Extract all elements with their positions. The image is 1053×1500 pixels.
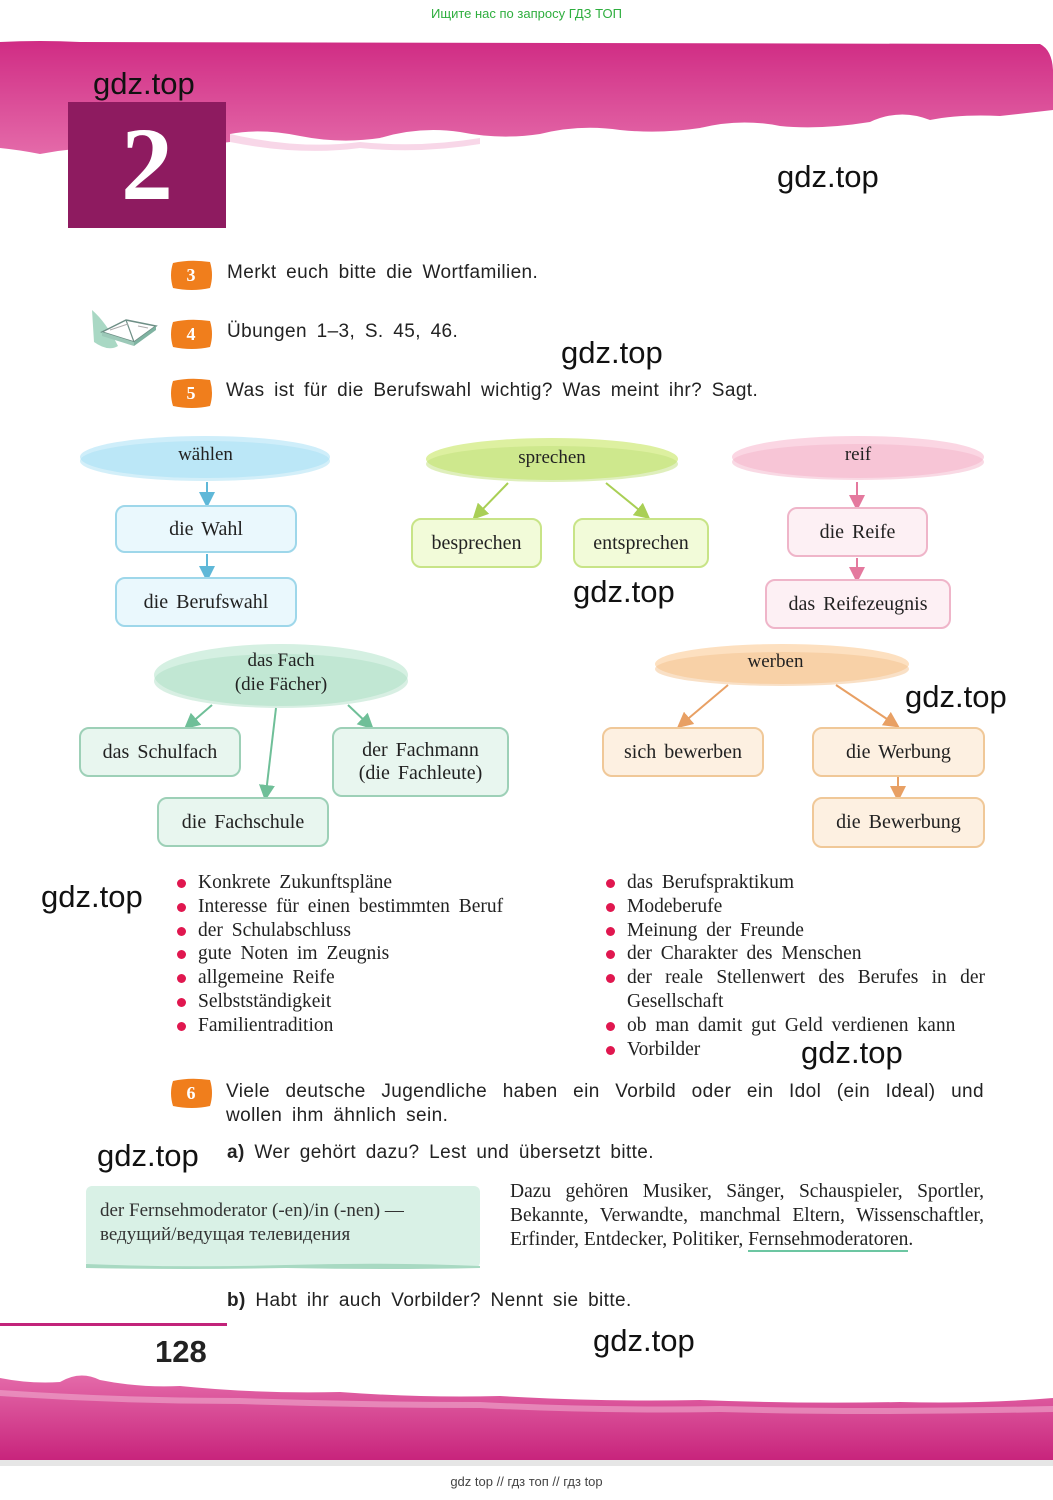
watermark: gdz.top [561, 335, 663, 370]
subtask-a-label: a) [227, 1142, 245, 1163]
list-item: der Schulabschluss [174, 919, 564, 943]
root-das-fach: das Fach [247, 650, 315, 671]
subtask-b-text: Habt ihr auch Vorbilder? Nennt sie bitte. [255, 1290, 632, 1311]
subtask-a-text: Wer gehört dazu? Lest und übersetzt bitte. [254, 1142, 654, 1163]
root-werben: werben [747, 651, 804, 672]
bullet-list-left [174, 871, 564, 1038]
bullet-list-right [603, 871, 985, 1061]
task-badge-3: 3 [170, 259, 212, 291]
vocabulary-box [86, 1186, 480, 1268]
task-3-text: Merkt euch bitte die Wortfamilien. [227, 262, 539, 283]
answer-text: Dazu gehören Musiker, Sänger, Schauspieler, Sportler, Bekannte, Verwandte, manchmal Eltern, Wissenschaftler, Erfinder, Entdecker, Politiker, [510, 1181, 984, 1250]
word-besprechen: besprechen [411, 518, 542, 568]
vocab-russian: ведущий/ведущая телевидения [100, 1224, 351, 1245]
watermark: gdz.top [97, 1138, 199, 1173]
task-badge-4: 4 [170, 318, 212, 350]
top-search-note: Ищите нас по запросу ГДЗ ТОП [431, 6, 622, 21]
list-item: Meinung der Freunde [603, 919, 985, 943]
answer-period: . [908, 1229, 914, 1250]
watermark: gdz.top [41, 879, 143, 914]
word-der-fachmann [332, 727, 509, 797]
word-die-fachschule: die Fachschule [157, 797, 329, 847]
task-6-text: Viele deutsche Jugendliche haben ein Vorbild oder ein Idol (ein Ideal) und wollen ihm ähnlich sein. [226, 1081, 984, 1126]
list-item: das Berufspraktikum [603, 871, 985, 895]
list-item: Interesse für einen bestimmten Beruf [174, 895, 564, 919]
word-entsprechen: entsprechen [573, 518, 709, 568]
word-die-berufswahl: die Berufswahl [115, 577, 297, 627]
subtask-b [227, 1290, 632, 1312]
root-die-faecher: (die Fächer) [234, 674, 328, 695]
subtask-b-label: b) [227, 1290, 246, 1311]
list-item: der Charakter des Menschen [603, 942, 985, 966]
root-reif: reif [844, 444, 872, 465]
root-waehlen: wählen [178, 444, 233, 465]
list-item: ob man damit gut Geld verdienen kann [603, 1014, 985, 1038]
watermark: gdz.top [801, 1035, 903, 1070]
bottom-note: gdz top // гдз топ // гдз top [450, 1474, 603, 1489]
footer-rule [0, 1323, 227, 1326]
task-badge-6: 6 [170, 1077, 212, 1109]
list-item: Modeberufe [603, 895, 985, 919]
word-sich-bewerben: sich bewerben [602, 727, 764, 777]
list-item: Konkrete Zukunftspläne [174, 871, 564, 895]
footer-banner [0, 1368, 1053, 1468]
word-die-werbung: die Werbung [812, 727, 985, 777]
watermark: gdz.top [593, 1323, 695, 1358]
task-4-text: Übungen 1–3, S. 45, 46. [227, 321, 459, 342]
watermark: gdz.top [573, 574, 675, 609]
root-sprechen: sprechen [518, 447, 586, 468]
word-die-reife: die Reife [787, 507, 928, 557]
watermark: gdz.top [905, 679, 1007, 714]
answer-paragraph [510, 1180, 984, 1252]
word-das-reifezeugnis: das Reifezeugnis [765, 579, 951, 629]
page-shadow [0, 1460, 1053, 1466]
word-die-bewerbung: die Bewerbung [812, 797, 985, 848]
answer-term: Fernsehmoderatoren [748, 1229, 909, 1250]
list-item: gute Noten im Zeugnis [174, 942, 564, 966]
list-item: Familientradition [174, 1014, 564, 1038]
chapter-number: 2 [68, 102, 226, 228]
fachmann-line1: der Fachmann [362, 739, 479, 761]
list-item: der reale Stellenwert des Berufes in der Gesellschaft [603, 966, 985, 1014]
list-item: Selbstständigkeit [174, 990, 564, 1014]
task-badge-5: 5 [170, 377, 212, 409]
watermark: gdz.top [93, 66, 195, 101]
task-5-text: Was ist für die Berufswahl wichtig? Was meint ihr? Sagt. [226, 380, 759, 401]
watermark: gdz.top [777, 159, 879, 194]
page-number: 128 [155, 1334, 207, 1369]
subtask-a [227, 1142, 654, 1164]
list-item: Vorbilder [603, 1038, 985, 1062]
fachmann-line2: (die Fachleute) [358, 762, 483, 784]
vocab-german: der Fernsehmoderator (-en)/in (-nen) — [100, 1200, 404, 1221]
vocab-box-edge [86, 1262, 480, 1270]
list-item: allgemeine Reife [174, 966, 564, 990]
word-das-schulfach: das Schulfach [79, 727, 241, 777]
word-die-wahl: die Wahl [115, 505, 297, 553]
